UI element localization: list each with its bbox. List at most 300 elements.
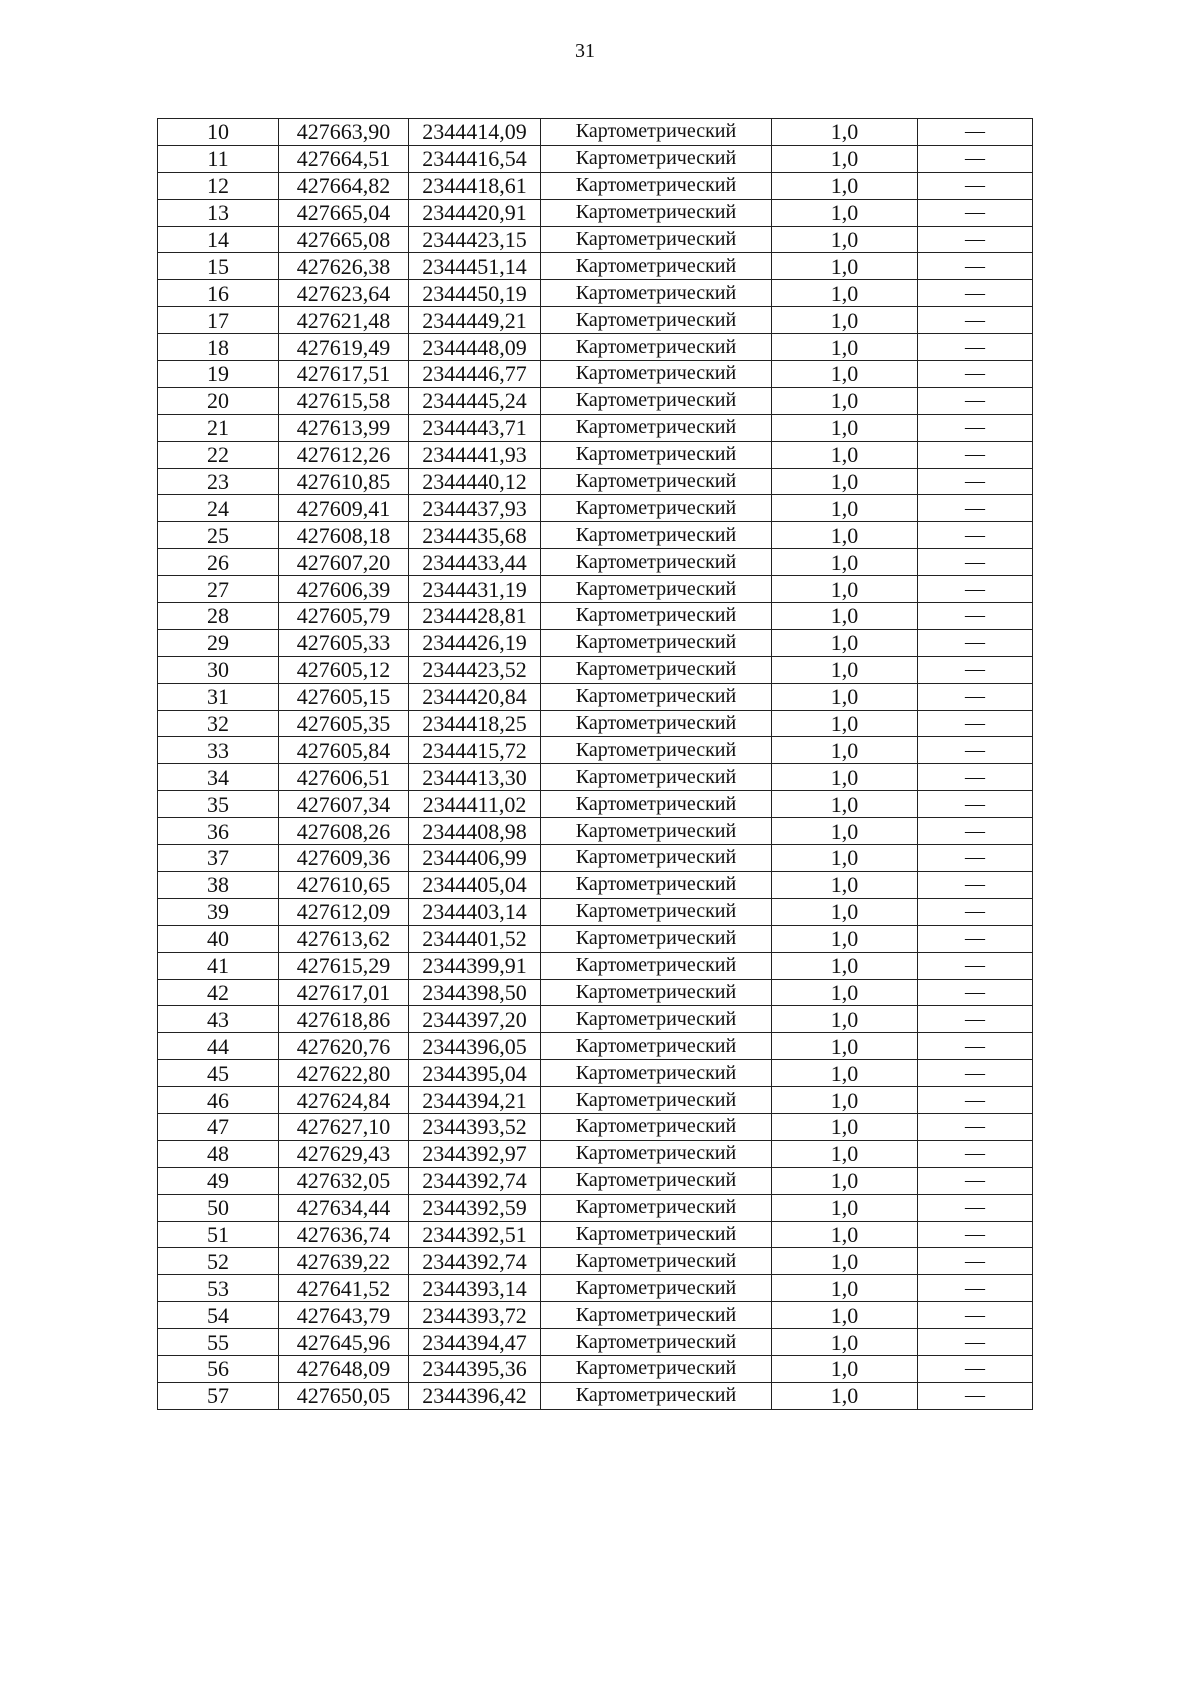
method-cell: Картометрический: [541, 280, 772, 307]
method-cell: Картометрический: [541, 226, 772, 253]
point-number-cell: 33: [158, 737, 279, 764]
y-coordinate-cell: 2344440,12: [409, 468, 541, 495]
method-cell: Картометрический: [541, 1329, 772, 1356]
y-coordinate-cell: 2344416,54: [409, 145, 541, 172]
table-row: [158, 226, 1033, 253]
table-row: [158, 1382, 1033, 1409]
point-number-cell: 12: [158, 172, 279, 199]
method-cell: Картометрический: [541, 1167, 772, 1194]
x-coordinate-cell: 427607,20: [279, 549, 409, 576]
method-cell: Картометрический: [541, 1060, 772, 1087]
description-cell: —: [918, 629, 1033, 656]
x-coordinate-cell: 427617,51: [279, 361, 409, 388]
description-cell: —: [918, 737, 1033, 764]
description-cell: —: [918, 1087, 1033, 1114]
accuracy-cell: 1,0: [772, 307, 918, 334]
y-coordinate-cell: 2344420,84: [409, 683, 541, 710]
table-row: [158, 280, 1033, 307]
y-coordinate-cell: 2344392,97: [409, 1140, 541, 1167]
description-cell: —: [918, 172, 1033, 199]
x-coordinate-cell: 427605,15: [279, 683, 409, 710]
accuracy-cell: 1,0: [772, 710, 918, 737]
point-number-cell: 13: [158, 199, 279, 226]
description-cell: —: [918, 1140, 1033, 1167]
x-coordinate-cell: 427650,05: [279, 1382, 409, 1409]
table-row: [158, 199, 1033, 226]
description-cell: —: [918, 1302, 1033, 1329]
x-coordinate-cell: 427615,58: [279, 387, 409, 414]
accuracy-cell: 1,0: [772, 576, 918, 603]
accuracy-cell: 1,0: [772, 361, 918, 388]
point-number-cell: 23: [158, 468, 279, 495]
x-coordinate-cell: 427648,09: [279, 1355, 409, 1382]
coordinates-table-body: [158, 119, 1033, 1410]
description-cell: —: [918, 979, 1033, 1006]
x-coordinate-cell: 427664,51: [279, 145, 409, 172]
accuracy-cell: 1,0: [772, 522, 918, 549]
x-coordinate-cell: 427610,65: [279, 871, 409, 898]
description-cell: —: [918, 253, 1033, 280]
table-row: [158, 495, 1033, 522]
description-cell: —: [918, 199, 1033, 226]
table-row: [158, 576, 1033, 603]
description-cell: —: [918, 952, 1033, 979]
method-cell: Картометрический: [541, 1194, 772, 1221]
table-row: [158, 871, 1033, 898]
table-row: [158, 979, 1033, 1006]
point-number-cell: 54: [158, 1302, 279, 1329]
method-cell: Картометрический: [541, 549, 772, 576]
description-cell: —: [918, 334, 1033, 361]
point-number-cell: 16: [158, 280, 279, 307]
x-coordinate-cell: 427641,52: [279, 1275, 409, 1302]
x-coordinate-cell: 427613,62: [279, 925, 409, 952]
method-cell: Картометрический: [541, 871, 772, 898]
accuracy-cell: 1,0: [772, 1140, 918, 1167]
description-cell: —: [918, 1355, 1033, 1382]
description-cell: —: [918, 576, 1033, 603]
method-cell: Картометрический: [541, 764, 772, 791]
point-number-cell: 18: [158, 334, 279, 361]
x-coordinate-cell: 427620,76: [279, 1033, 409, 1060]
description-cell: —: [918, 549, 1033, 576]
y-coordinate-cell: 2344393,72: [409, 1302, 541, 1329]
point-number-cell: 15: [158, 253, 279, 280]
x-coordinate-cell: 427639,22: [279, 1248, 409, 1275]
table-row: [158, 119, 1033, 146]
y-coordinate-cell: 2344406,99: [409, 845, 541, 872]
x-coordinate-cell: 427610,85: [279, 468, 409, 495]
table-row: [158, 629, 1033, 656]
table-row: [158, 1194, 1033, 1221]
method-cell: Картометрический: [541, 1248, 772, 1275]
accuracy-cell: 1,0: [772, 1006, 918, 1033]
description-cell: —: [918, 226, 1033, 253]
point-number-cell: 42: [158, 979, 279, 1006]
method-cell: Картометрический: [541, 1382, 772, 1409]
method-cell: Картометрический: [541, 119, 772, 146]
y-coordinate-cell: 2344449,21: [409, 307, 541, 334]
description-cell: —: [918, 119, 1033, 146]
description-cell: —: [918, 818, 1033, 845]
table-row: [158, 1006, 1033, 1033]
accuracy-cell: 1,0: [772, 898, 918, 925]
method-cell: Картометрический: [541, 710, 772, 737]
x-coordinate-cell: 427605,79: [279, 603, 409, 630]
table-row: [158, 1248, 1033, 1275]
table-row: [158, 683, 1033, 710]
accuracy-cell: 1,0: [772, 925, 918, 952]
description-cell: —: [918, 387, 1033, 414]
table-row: [158, 1140, 1033, 1167]
method-cell: Картометрический: [541, 1302, 772, 1329]
point-number-cell: 30: [158, 656, 279, 683]
y-coordinate-cell: 2344428,81: [409, 603, 541, 630]
method-cell: Картометрический: [541, 603, 772, 630]
accuracy-cell: 1,0: [772, 199, 918, 226]
description-cell: —: [918, 710, 1033, 737]
y-coordinate-cell: 2344403,14: [409, 898, 541, 925]
point-number-cell: 52: [158, 1248, 279, 1275]
accuracy-cell: 1,0: [772, 871, 918, 898]
table-row: [158, 361, 1033, 388]
point-number-cell: 21: [158, 414, 279, 441]
method-cell: Картометрический: [541, 737, 772, 764]
accuracy-cell: 1,0: [772, 1329, 918, 1356]
method-cell: Картометрический: [541, 1033, 772, 1060]
point-number-cell: 57: [158, 1382, 279, 1409]
point-number-cell: 46: [158, 1087, 279, 1114]
method-cell: Картометрический: [541, 952, 772, 979]
x-coordinate-cell: 427622,80: [279, 1060, 409, 1087]
table-row: [158, 1087, 1033, 1114]
accuracy-cell: 1,0: [772, 387, 918, 414]
method-cell: Картометрический: [541, 1275, 772, 1302]
x-coordinate-cell: 427665,04: [279, 199, 409, 226]
method-cell: Картометрический: [541, 1087, 772, 1114]
point-number-cell: 27: [158, 576, 279, 603]
description-cell: —: [918, 925, 1033, 952]
y-coordinate-cell: 2344435,68: [409, 522, 541, 549]
description-cell: —: [918, 468, 1033, 495]
method-cell: Картометрический: [541, 1140, 772, 1167]
point-number-cell: 31: [158, 683, 279, 710]
point-number-cell: 24: [158, 495, 279, 522]
description-cell: —: [918, 1006, 1033, 1033]
accuracy-cell: 1,0: [772, 845, 918, 872]
x-coordinate-cell: 427636,74: [279, 1221, 409, 1248]
x-coordinate-cell: 427626,38: [279, 253, 409, 280]
accuracy-cell: 1,0: [772, 1167, 918, 1194]
accuracy-cell: 1,0: [772, 119, 918, 146]
accuracy-cell: 1,0: [772, 414, 918, 441]
description-cell: —: [918, 764, 1033, 791]
accuracy-cell: 1,0: [772, 1060, 918, 1087]
y-coordinate-cell: 2344423,52: [409, 656, 541, 683]
method-cell: Картометрический: [541, 898, 772, 925]
method-cell: Картометрический: [541, 845, 772, 872]
method-cell: Картометрический: [541, 307, 772, 334]
point-number-cell: 11: [158, 145, 279, 172]
x-coordinate-cell: 427605,12: [279, 656, 409, 683]
point-number-cell: 20: [158, 387, 279, 414]
description-cell: —: [918, 414, 1033, 441]
x-coordinate-cell: 427664,82: [279, 172, 409, 199]
accuracy-cell: 1,0: [772, 656, 918, 683]
description-cell: —: [918, 307, 1033, 334]
description-cell: —: [918, 1221, 1033, 1248]
accuracy-cell: 1,0: [772, 145, 918, 172]
x-coordinate-cell: 427665,08: [279, 226, 409, 253]
table-row: [158, 549, 1033, 576]
y-coordinate-cell: 2344431,19: [409, 576, 541, 603]
accuracy-cell: 1,0: [772, 172, 918, 199]
method-cell: Картометрический: [541, 1355, 772, 1382]
y-coordinate-cell: 2344437,93: [409, 495, 541, 522]
accuracy-cell: 1,0: [772, 952, 918, 979]
table-row: [158, 1167, 1033, 1194]
y-coordinate-cell: 2344396,42: [409, 1382, 541, 1409]
accuracy-cell: 1,0: [772, 468, 918, 495]
y-coordinate-cell: 2344443,71: [409, 414, 541, 441]
x-coordinate-cell: 427612,26: [279, 441, 409, 468]
x-coordinate-cell: 427605,33: [279, 629, 409, 656]
method-cell: Картометрический: [541, 925, 772, 952]
table-row: [158, 656, 1033, 683]
y-coordinate-cell: 2344392,74: [409, 1167, 541, 1194]
point-number-cell: 50: [158, 1194, 279, 1221]
method-cell: Картометрический: [541, 172, 772, 199]
method-cell: Картометрический: [541, 253, 772, 280]
method-cell: Картометрический: [541, 791, 772, 818]
y-coordinate-cell: 2344397,20: [409, 1006, 541, 1033]
y-coordinate-cell: 2344446,77: [409, 361, 541, 388]
y-coordinate-cell: 2344408,98: [409, 818, 541, 845]
method-cell: Картометрический: [541, 629, 772, 656]
description-cell: —: [918, 145, 1033, 172]
x-coordinate-cell: 427629,43: [279, 1140, 409, 1167]
point-number-cell: 22: [158, 441, 279, 468]
description-cell: —: [918, 1275, 1033, 1302]
y-coordinate-cell: 2344411,02: [409, 791, 541, 818]
accuracy-cell: 1,0: [772, 683, 918, 710]
accuracy-cell: 1,0: [772, 818, 918, 845]
accuracy-cell: 1,0: [772, 1275, 918, 1302]
method-cell: Картометрический: [541, 145, 772, 172]
point-number-cell: 35: [158, 791, 279, 818]
page-number: 31: [575, 40, 595, 62]
point-number-cell: 17: [158, 307, 279, 334]
description-cell: —: [918, 656, 1033, 683]
table-row: [158, 925, 1033, 952]
x-coordinate-cell: 427645,96: [279, 1329, 409, 1356]
y-coordinate-cell: 2344414,09: [409, 119, 541, 146]
method-cell: Картометрический: [541, 576, 772, 603]
accuracy-cell: 1,0: [772, 764, 918, 791]
description-cell: —: [918, 522, 1033, 549]
description-cell: —: [918, 845, 1033, 872]
y-coordinate-cell: 2344450,19: [409, 280, 541, 307]
point-number-cell: 32: [158, 710, 279, 737]
y-coordinate-cell: 2344413,30: [409, 764, 541, 791]
table-row: [158, 898, 1033, 925]
y-coordinate-cell: 2344423,15: [409, 226, 541, 253]
description-cell: —: [918, 1113, 1033, 1140]
x-coordinate-cell: 427612,09: [279, 898, 409, 925]
point-number-cell: 43: [158, 1006, 279, 1033]
table-row: [158, 253, 1033, 280]
point-number-cell: 40: [158, 925, 279, 952]
accuracy-cell: 1,0: [772, 1382, 918, 1409]
description-cell: —: [918, 441, 1033, 468]
point-number-cell: 38: [158, 871, 279, 898]
accuracy-cell: 1,0: [772, 1194, 918, 1221]
y-coordinate-cell: 2344441,93: [409, 441, 541, 468]
accuracy-cell: 1,0: [772, 1221, 918, 1248]
method-cell: Картометрический: [541, 441, 772, 468]
point-number-cell: 39: [158, 898, 279, 925]
accuracy-cell: 1,0: [772, 1248, 918, 1275]
method-cell: Картометрический: [541, 361, 772, 388]
y-coordinate-cell: 2344392,51: [409, 1221, 541, 1248]
point-number-cell: 53: [158, 1275, 279, 1302]
description-cell: —: [918, 1194, 1033, 1221]
description-cell: —: [918, 871, 1033, 898]
y-coordinate-cell: 2344418,61: [409, 172, 541, 199]
y-coordinate-cell: 2344394,47: [409, 1329, 541, 1356]
table-row: [158, 468, 1033, 495]
table-row: [158, 737, 1033, 764]
description-cell: —: [918, 495, 1033, 522]
point-number-cell: 56: [158, 1355, 279, 1382]
accuracy-cell: 1,0: [772, 629, 918, 656]
accuracy-cell: 1,0: [772, 791, 918, 818]
x-coordinate-cell: 427634,44: [279, 1194, 409, 1221]
accuracy-cell: 1,0: [772, 495, 918, 522]
table-row: [158, 307, 1033, 334]
point-number-cell: 19: [158, 361, 279, 388]
y-coordinate-cell: 2344426,19: [409, 629, 541, 656]
point-number-cell: 37: [158, 845, 279, 872]
y-coordinate-cell: 2344418,25: [409, 710, 541, 737]
y-coordinate-cell: 2344393,14: [409, 1275, 541, 1302]
description-cell: —: [918, 361, 1033, 388]
x-coordinate-cell: 427606,51: [279, 764, 409, 791]
description-cell: —: [918, 603, 1033, 630]
x-coordinate-cell: 427627,10: [279, 1113, 409, 1140]
x-coordinate-cell: 427618,86: [279, 1006, 409, 1033]
table-row: [158, 441, 1033, 468]
point-number-cell: 29: [158, 629, 279, 656]
description-cell: —: [918, 1033, 1033, 1060]
table-row: [158, 952, 1033, 979]
point-number-cell: 55: [158, 1329, 279, 1356]
method-cell: Картометрический: [541, 1221, 772, 1248]
table-row: [158, 710, 1033, 737]
y-coordinate-cell: 2344405,04: [409, 871, 541, 898]
table-row: [158, 1329, 1033, 1356]
y-coordinate-cell: 2344392,74: [409, 1248, 541, 1275]
accuracy-cell: 1,0: [772, 280, 918, 307]
table-row: [158, 1302, 1033, 1329]
method-cell: Картометрический: [541, 468, 772, 495]
method-cell: Картометрический: [541, 656, 772, 683]
y-coordinate-cell: 2344395,04: [409, 1060, 541, 1087]
table-row: [158, 1033, 1033, 1060]
method-cell: Картометрический: [541, 414, 772, 441]
x-coordinate-cell: 427623,64: [279, 280, 409, 307]
point-number-cell: 41: [158, 952, 279, 979]
method-cell: Картометрический: [541, 1113, 772, 1140]
accuracy-cell: 1,0: [772, 1355, 918, 1382]
method-cell: Картометрический: [541, 199, 772, 226]
y-coordinate-cell: 2344399,91: [409, 952, 541, 979]
accuracy-cell: 1,0: [772, 1087, 918, 1114]
description-cell: —: [918, 1060, 1033, 1087]
x-coordinate-cell: 427624,84: [279, 1087, 409, 1114]
x-coordinate-cell: 427615,29: [279, 952, 409, 979]
coordinates-table: [157, 118, 1033, 1410]
table-row: [158, 1355, 1033, 1382]
accuracy-cell: 1,0: [772, 1033, 918, 1060]
x-coordinate-cell: 427617,01: [279, 979, 409, 1006]
y-coordinate-cell: 2344392,59: [409, 1194, 541, 1221]
x-coordinate-cell: 427609,36: [279, 845, 409, 872]
table-row: [158, 845, 1033, 872]
table-row: [158, 764, 1033, 791]
accuracy-cell: 1,0: [772, 979, 918, 1006]
accuracy-cell: 1,0: [772, 253, 918, 280]
x-coordinate-cell: 427609,41: [279, 495, 409, 522]
table-row: [158, 818, 1033, 845]
point-number-cell: 28: [158, 603, 279, 630]
table-row: [158, 387, 1033, 414]
y-coordinate-cell: 2344448,09: [409, 334, 541, 361]
description-cell: —: [918, 1382, 1033, 1409]
y-coordinate-cell: 2344451,14: [409, 253, 541, 280]
y-coordinate-cell: 2344401,52: [409, 925, 541, 952]
description-cell: —: [918, 1329, 1033, 1356]
point-number-cell: 14: [158, 226, 279, 253]
method-cell: Картометрический: [541, 1006, 772, 1033]
description-cell: —: [918, 1248, 1033, 1275]
method-cell: Картометрический: [541, 387, 772, 414]
y-coordinate-cell: 2344398,50: [409, 979, 541, 1006]
x-coordinate-cell: 427632,05: [279, 1167, 409, 1194]
table-row: [158, 145, 1033, 172]
x-coordinate-cell: 427621,48: [279, 307, 409, 334]
x-coordinate-cell: 427643,79: [279, 1302, 409, 1329]
point-number-cell: 48: [158, 1140, 279, 1167]
description-cell: —: [918, 898, 1033, 925]
description-cell: —: [918, 280, 1033, 307]
y-coordinate-cell: 2344394,21: [409, 1087, 541, 1114]
method-cell: Картометрический: [541, 979, 772, 1006]
accuracy-cell: 1,0: [772, 603, 918, 630]
accuracy-cell: 1,0: [772, 549, 918, 576]
accuracy-cell: 1,0: [772, 1302, 918, 1329]
accuracy-cell: 1,0: [772, 334, 918, 361]
method-cell: Картометрический: [541, 522, 772, 549]
point-number-cell: 51: [158, 1221, 279, 1248]
table-row: [158, 1275, 1033, 1302]
method-cell: Картометрический: [541, 334, 772, 361]
table-row: [158, 172, 1033, 199]
y-coordinate-cell: 2344393,52: [409, 1113, 541, 1140]
x-coordinate-cell: 427605,84: [279, 737, 409, 764]
table-row: [158, 522, 1033, 549]
y-coordinate-cell: 2344445,24: [409, 387, 541, 414]
